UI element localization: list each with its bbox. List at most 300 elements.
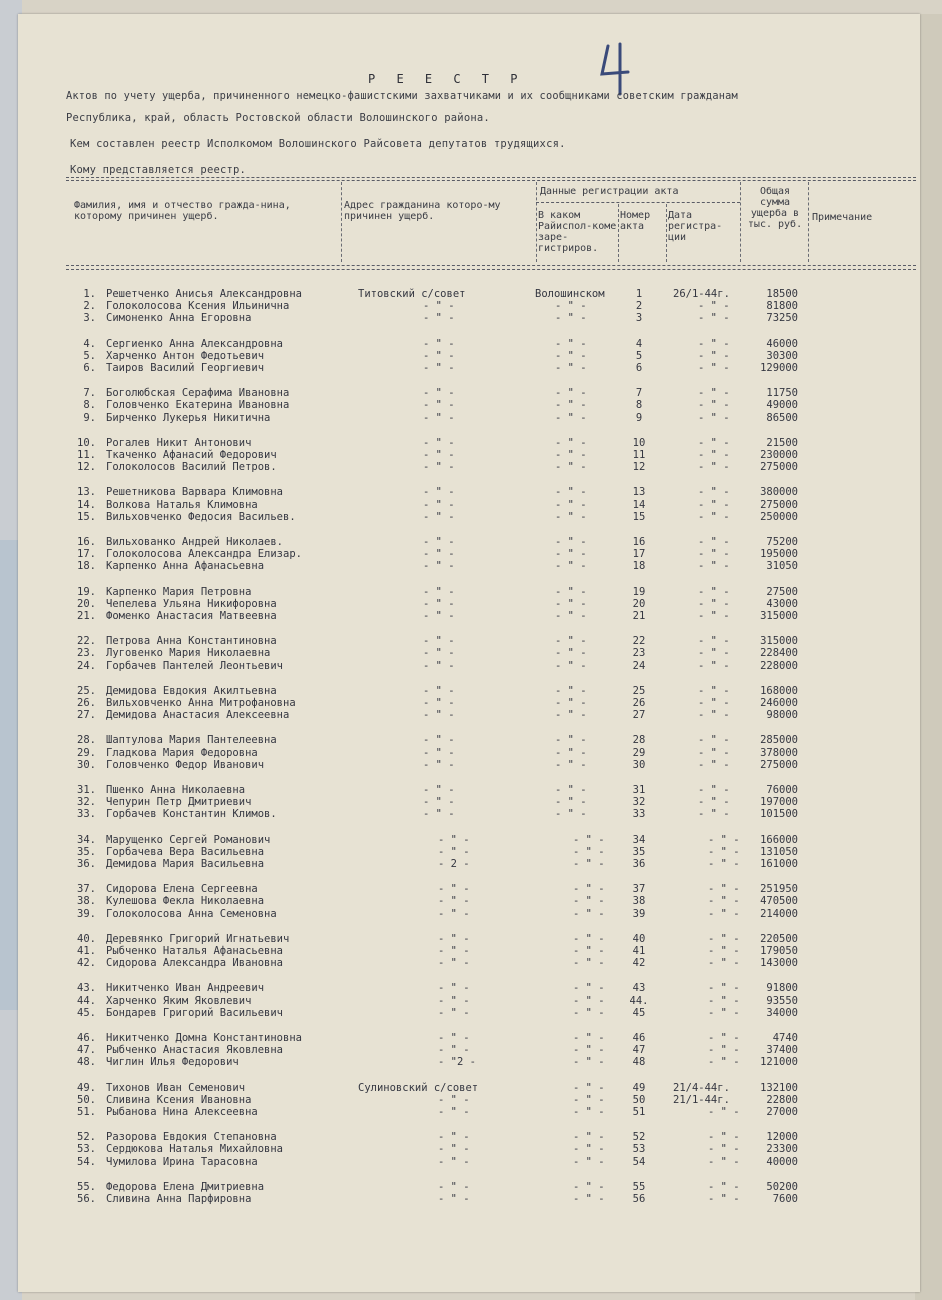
table-row bbox=[18, 846, 920, 858]
registered-where: - " - bbox=[555, 610, 587, 622]
citizen-name: Волкова Наталья Климовна bbox=[106, 498, 258, 511]
act-number: 8 bbox=[635, 399, 643, 412]
table-row bbox=[18, 685, 920, 697]
row-number: 12. bbox=[77, 461, 96, 474]
citizen-address: - " - bbox=[423, 697, 455, 709]
citizen-name: Боголюбская Серафима Ивановна bbox=[106, 387, 290, 400]
citizen-name: Сергиенко Анна Александровна bbox=[106, 337, 284, 350]
damage-sum: 131050 bbox=[760, 845, 798, 858]
citizen-name: Головченко Федор Иванович bbox=[106, 758, 265, 771]
act-number: 49 bbox=[632, 1081, 646, 1094]
citizen-name: Демидова Евдокия Акилтьевна bbox=[106, 684, 277, 697]
citizen-address: - " - bbox=[438, 957, 470, 970]
row-number: 24. bbox=[77, 659, 96, 672]
table-row bbox=[18, 1193, 920, 1205]
act-number: 20 bbox=[632, 597, 646, 610]
citizen-address: - " - bbox=[423, 709, 455, 722]
citizen-name: Демидова Мария Васильевна bbox=[106, 858, 265, 870]
header-rule-bottom2 bbox=[66, 269, 916, 270]
citizen-name: Карпенко Мария Петровна bbox=[106, 585, 252, 598]
citizen-address: - " - bbox=[423, 734, 455, 747]
damage-sum: 91800 bbox=[766, 982, 798, 995]
act-number: 43 bbox=[632, 982, 646, 995]
damage-sum: 40000 bbox=[766, 1155, 798, 1168]
damage-sum: 228000 bbox=[760, 659, 798, 672]
citizen-name: Голоколосов Василий Петров. bbox=[106, 461, 277, 474]
citizen-name: Симоненко Анна Егоровна bbox=[106, 312, 252, 325]
citizen-name: Бондарев Григорий Васильевич bbox=[106, 1006, 284, 1019]
damage-sum: 7600 bbox=[772, 1193, 798, 1205]
header-reg-where: В каком Райиспол-коме заре-гистриров. bbox=[538, 210, 617, 254]
registered-where: - " - bbox=[573, 982, 605, 995]
registered-where: Волошинском bbox=[535, 288, 605, 300]
registered-where: - " - bbox=[573, 895, 605, 908]
act-number: 12 bbox=[632, 461, 646, 474]
registered-where: - " - bbox=[555, 387, 587, 400]
header-rule-bottom bbox=[66, 265, 916, 266]
registration-date: - " - bbox=[698, 734, 730, 747]
act-number: 56 bbox=[632, 1193, 646, 1205]
registered-where: - " - bbox=[555, 585, 587, 598]
table-row bbox=[18, 1007, 920, 1019]
registered-where: - " - bbox=[573, 957, 605, 970]
header-act-number: Номер акта bbox=[620, 210, 651, 232]
damage-sum: 378000 bbox=[760, 746, 798, 759]
citizen-name: Вильховченко Федосия Васильев. bbox=[106, 510, 296, 523]
act-number: 5 bbox=[635, 349, 643, 362]
registered-where: - " - bbox=[555, 399, 587, 412]
citizen-address: - "2 - bbox=[438, 1056, 476, 1069]
registered-where: - " - bbox=[573, 1193, 605, 1205]
registration-date: - " - bbox=[708, 1180, 740, 1193]
table-row bbox=[18, 709, 920, 721]
citizen-address: - " - bbox=[438, 982, 470, 995]
citizen-address: - " - bbox=[438, 1180, 470, 1193]
registered-where: - " - bbox=[573, 1006, 605, 1019]
registered-where: - " - bbox=[555, 349, 587, 362]
row-number: 28. bbox=[77, 734, 96, 747]
row-number: 11. bbox=[77, 449, 96, 461]
row-number: 13. bbox=[77, 486, 96, 499]
citizen-address: - " - bbox=[423, 337, 455, 350]
header-rule-top2 bbox=[66, 180, 916, 181]
table-row bbox=[18, 660, 920, 672]
citizen-address: - " - bbox=[438, 1006, 470, 1019]
damage-sum: 12000 bbox=[766, 1131, 798, 1144]
citizen-name: Деревянко Григорий Игнатьевич bbox=[106, 932, 290, 945]
citizen-address: - " - bbox=[438, 1044, 470, 1057]
table-row bbox=[18, 883, 920, 895]
registration-date: 21/1-44г. bbox=[673, 1093, 730, 1106]
act-number: 54 bbox=[632, 1155, 646, 1168]
table-row bbox=[18, 486, 920, 498]
citizen-name: Решетченко Анисья Александровна bbox=[106, 288, 302, 300]
damage-sum: 275000 bbox=[760, 461, 798, 474]
act-number: 28 bbox=[632, 734, 646, 747]
registered-where: - " - bbox=[573, 1081, 605, 1094]
citizen-address: - " - bbox=[438, 1093, 470, 1106]
citizen-name: Ткаченко Афанасий Федорович bbox=[106, 449, 277, 461]
registered-where: - " - bbox=[573, 1032, 605, 1044]
citizen-name: Таиров Василий Георгиевич bbox=[106, 362, 265, 374]
damage-sum: 22800 bbox=[766, 1093, 798, 1106]
citizen-address: - " - bbox=[438, 1131, 470, 1144]
citizen-name: Марущенко Сергей Романович bbox=[106, 833, 271, 846]
table-row bbox=[18, 834, 920, 846]
act-number: 35 bbox=[632, 845, 646, 858]
citizen-address: - " - bbox=[438, 1155, 470, 1168]
act-number: 48 bbox=[632, 1056, 646, 1069]
damage-sum: 76000 bbox=[766, 784, 798, 796]
registered-where: - " - bbox=[555, 597, 587, 610]
registered-where: - " - bbox=[555, 758, 587, 771]
act-number: 55 bbox=[632, 1180, 646, 1193]
table-row bbox=[18, 1094, 920, 1106]
registration-date: - " - bbox=[708, 1056, 740, 1069]
registration-date: - " - bbox=[708, 994, 740, 1007]
table-row bbox=[18, 586, 920, 598]
citizen-name: Шаптулова Мария Пантелеевна bbox=[106, 734, 277, 747]
act-number: 17 bbox=[632, 548, 646, 561]
citizen-address: - " - bbox=[423, 585, 455, 598]
act-number: 42 bbox=[632, 957, 646, 970]
act-number: 22 bbox=[632, 635, 646, 648]
table-row bbox=[18, 499, 920, 511]
registration-date: - " - bbox=[698, 510, 730, 523]
act-number: 15 bbox=[632, 510, 646, 523]
citizen-name: Чепурин Петр Дмитриевич bbox=[106, 796, 252, 809]
registration-date: - " - bbox=[698, 449, 730, 461]
row-number: 5. bbox=[83, 349, 96, 362]
header-reg-date: Дата регистра-ции bbox=[668, 210, 723, 243]
table-row bbox=[18, 511, 920, 523]
table-row bbox=[18, 1131, 920, 1143]
row-number: 40. bbox=[77, 932, 96, 945]
reg-group-rule bbox=[536, 202, 740, 203]
registration-date: - " - bbox=[698, 387, 730, 400]
table-row bbox=[18, 957, 920, 969]
registration-date: - " - bbox=[698, 362, 730, 374]
act-number: 38 bbox=[632, 895, 646, 908]
registration-date: - " - bbox=[698, 411, 730, 424]
row-number: 10. bbox=[77, 436, 96, 449]
citizen-address: - " - bbox=[423, 510, 455, 523]
citizen-address: - " - bbox=[423, 647, 455, 660]
registration-date: - " - bbox=[698, 560, 730, 573]
damage-sum: 49000 bbox=[766, 399, 798, 412]
damage-sum: 315000 bbox=[760, 610, 798, 622]
table-row bbox=[18, 288, 920, 300]
registration-date: - " - bbox=[708, 1143, 740, 1156]
registration-date: - " - bbox=[708, 945, 740, 957]
row-number: 56. bbox=[77, 1193, 96, 1205]
table-row bbox=[18, 1156, 920, 1168]
registered-where: - " - bbox=[555, 684, 587, 697]
col-divider-6 bbox=[808, 182, 809, 262]
table-row bbox=[18, 858, 920, 870]
row-number: 39. bbox=[77, 907, 96, 920]
handwritten-page-number bbox=[598, 40, 638, 96]
row-number: 21. bbox=[77, 610, 96, 622]
registration-date: 26/1-44г. bbox=[673, 288, 730, 300]
registered-where: - " - bbox=[555, 808, 587, 821]
registration-date: - " - bbox=[708, 1044, 740, 1057]
registered-where: - " - bbox=[555, 536, 587, 548]
table-row bbox=[18, 995, 920, 1007]
row-number: 29. bbox=[77, 746, 96, 759]
act-number: 3 bbox=[635, 312, 643, 325]
citizen-address: - " - bbox=[423, 362, 455, 374]
citizen-name: Вильховченко Анна Митрофановна bbox=[106, 697, 296, 709]
table-row bbox=[18, 461, 920, 473]
citizen-name: Горбачев Константин Климов. bbox=[106, 808, 277, 821]
citizen-name: Чепелева Ульяна Никифоровна bbox=[106, 597, 277, 610]
citizen-address: - " - bbox=[438, 895, 470, 908]
row-number: 32. bbox=[77, 796, 96, 809]
row-number: 4. bbox=[83, 337, 96, 350]
act-number: 9 bbox=[635, 411, 643, 424]
citizen-address: - " - bbox=[423, 300, 455, 313]
row-number: 47. bbox=[77, 1044, 96, 1057]
act-number: 25 bbox=[632, 684, 646, 697]
damage-sum: 230000 bbox=[760, 449, 798, 461]
citizen-name: Голоколосова Ксения Ильинична bbox=[106, 300, 290, 313]
citizen-name: Петрова Анна Константиновна bbox=[106, 635, 277, 648]
act-number: 50 bbox=[632, 1093, 646, 1106]
row-number: 33. bbox=[77, 808, 96, 821]
damage-sum: 315000 bbox=[760, 635, 798, 648]
registered-where: - " - bbox=[555, 449, 587, 461]
registration-date: - " - bbox=[708, 1131, 740, 1144]
row-number: 8. bbox=[83, 399, 96, 412]
row-number: 23. bbox=[77, 647, 96, 660]
col-divider-2 bbox=[536, 182, 537, 262]
table-row bbox=[18, 647, 920, 659]
registered-where: - " - bbox=[555, 411, 587, 424]
table-row bbox=[18, 1106, 920, 1118]
row-number: 51. bbox=[77, 1106, 96, 1118]
act-number: 7 bbox=[635, 387, 643, 400]
act-number: 34 bbox=[632, 833, 646, 846]
citizen-address: - " - bbox=[438, 845, 470, 858]
row-number: 9. bbox=[83, 411, 96, 424]
act-number: 45 bbox=[632, 1006, 646, 1019]
registration-date: - " - bbox=[708, 895, 740, 908]
registered-where: - " - bbox=[555, 461, 587, 474]
registration-date: - " - bbox=[698, 486, 730, 499]
citizen-address: - " - bbox=[438, 1193, 470, 1205]
citizen-address: Титовский с/совет bbox=[358, 288, 466, 300]
damage-sum: 98000 bbox=[766, 709, 798, 722]
table-row bbox=[18, 560, 920, 572]
table-row bbox=[18, 1143, 920, 1155]
damage-sum: 179050 bbox=[760, 945, 798, 957]
registered-where: - " - bbox=[555, 647, 587, 660]
act-number: 37 bbox=[632, 883, 646, 896]
table-row bbox=[18, 437, 920, 449]
table-row bbox=[18, 1044, 920, 1056]
registration-date: - " - bbox=[698, 796, 730, 809]
citizen-address: - " - bbox=[423, 312, 455, 325]
row-number: 31. bbox=[77, 784, 96, 796]
registration-date: - " - bbox=[698, 746, 730, 759]
document-page bbox=[18, 14, 920, 1292]
citizen-name: Фоменко Анастасия Матвеевна bbox=[106, 610, 277, 622]
col-divider-4 bbox=[666, 204, 667, 262]
act-number: 6 bbox=[635, 362, 643, 374]
row-number: 18. bbox=[77, 560, 96, 573]
row-number: 22. bbox=[77, 635, 96, 648]
citizen-address: - " - bbox=[423, 536, 455, 548]
registration-date: - " - bbox=[698, 808, 730, 821]
table-row bbox=[18, 300, 920, 312]
damage-sum: 21500 bbox=[766, 436, 798, 449]
registered-where: - " - bbox=[555, 784, 587, 796]
table-row bbox=[18, 338, 920, 350]
act-number: 47 bbox=[632, 1044, 646, 1057]
registered-where: - " - bbox=[555, 796, 587, 809]
registration-date: - " - bbox=[698, 498, 730, 511]
damage-sum: 86500 bbox=[766, 411, 798, 424]
row-number: 49. bbox=[77, 1081, 96, 1094]
citizen-name: Разорова Евдокия Степановна bbox=[106, 1131, 277, 1144]
table-row bbox=[18, 548, 920, 560]
registration-date: - " - bbox=[698, 585, 730, 598]
citizen-name: Сердюкова Наталья Михайловна bbox=[106, 1143, 284, 1156]
registration-date: - " - bbox=[698, 697, 730, 709]
act-number: 33 bbox=[632, 808, 646, 821]
citizen-name: Харченко Антон Федотьевич bbox=[106, 349, 265, 362]
registered-where: - " - bbox=[555, 560, 587, 573]
damage-sum: 197000 bbox=[760, 796, 798, 809]
citizen-address: - " - bbox=[438, 1143, 470, 1156]
registered-where: - " - bbox=[555, 312, 587, 325]
damage-sum: 470500 bbox=[760, 895, 798, 908]
registration-date: - " - bbox=[698, 300, 730, 313]
registration-date: - " - bbox=[708, 1006, 740, 1019]
registration-date: - " - bbox=[708, 1032, 740, 1044]
citizen-address: - " - bbox=[423, 548, 455, 561]
damage-sum: 11750 bbox=[766, 387, 798, 400]
registration-date: - " - bbox=[708, 883, 740, 896]
registration-date: - " - bbox=[708, 1155, 740, 1168]
registered-where: - " - bbox=[555, 337, 587, 350]
registered-where: - " - bbox=[573, 858, 605, 870]
damage-sum: 246000 bbox=[760, 697, 798, 709]
damage-sum: 27000 bbox=[766, 1106, 798, 1118]
table-row bbox=[18, 945, 920, 957]
citizen-address: - " - bbox=[423, 449, 455, 461]
registered-where: - " - bbox=[555, 548, 587, 561]
citizen-address: - " - bbox=[438, 833, 470, 846]
damage-sum: 121000 bbox=[760, 1056, 798, 1069]
registered-where: - " - bbox=[573, 994, 605, 1007]
registration-date: - " - bbox=[698, 635, 730, 648]
act-number: 52 bbox=[632, 1131, 646, 1144]
row-number: 37. bbox=[77, 883, 96, 896]
row-number: 52. bbox=[77, 1131, 96, 1144]
registration-date: - " - bbox=[698, 436, 730, 449]
act-number: 40 bbox=[632, 932, 646, 945]
registered-where: - " - bbox=[573, 1056, 605, 1069]
damage-sum: 251950 bbox=[760, 883, 798, 896]
citizen-name: Бирченко Лукерья Никитична bbox=[106, 411, 271, 424]
act-number: 44. bbox=[629, 994, 649, 1007]
citizen-address: - " - bbox=[423, 635, 455, 648]
row-number: 30. bbox=[77, 758, 96, 771]
row-number: 41. bbox=[77, 945, 96, 957]
citizen-name: Сидорова Елена Сергеевна bbox=[106, 883, 258, 896]
citizen-address: - " - bbox=[423, 784, 455, 796]
row-number: 34. bbox=[77, 833, 96, 846]
header-name: Фамилия, имя и отчество гражда-нина, которому причинен ущерб. bbox=[74, 200, 291, 222]
registered-where: - " - bbox=[573, 1106, 605, 1118]
citizen-address: - " - bbox=[423, 560, 455, 573]
registration-date: - " - bbox=[698, 684, 730, 697]
act-number: 11 bbox=[632, 449, 646, 461]
citizen-name: Никитченко Домна Константиновна bbox=[106, 1032, 302, 1044]
registration-date: - " - bbox=[698, 536, 730, 548]
act-number: 39 bbox=[632, 907, 646, 920]
registered-where: - " - bbox=[573, 932, 605, 945]
damage-sum: 380000 bbox=[760, 486, 798, 499]
citizen-address: - " - bbox=[423, 796, 455, 809]
damage-sum: 143000 bbox=[760, 957, 798, 970]
registration-date: - " - bbox=[698, 597, 730, 610]
registered-where: - " - bbox=[573, 1143, 605, 1156]
citizen-name: Рыбченко Наталья Афанасьевна bbox=[106, 945, 284, 957]
act-number: 19 bbox=[632, 585, 646, 598]
citizen-name: Сливина Ксения Ивановна bbox=[106, 1093, 252, 1106]
table-row bbox=[18, 536, 920, 548]
row-number: 35. bbox=[77, 845, 96, 858]
row-number: 44. bbox=[77, 994, 96, 1007]
damage-sum: 30300 bbox=[766, 349, 798, 362]
damage-sum: 75200 bbox=[766, 536, 798, 548]
registered-where: - " - bbox=[555, 486, 587, 499]
citizen-address: - 2 - bbox=[438, 858, 470, 870]
citizen-address: - " - bbox=[423, 597, 455, 610]
table-row bbox=[18, 808, 920, 820]
act-number: 4 bbox=[635, 337, 643, 350]
damage-sum: 50200 bbox=[766, 1180, 798, 1193]
act-number: 10 bbox=[632, 436, 646, 449]
citizen-address: - " - bbox=[438, 1032, 470, 1044]
citizen-address: - " - bbox=[423, 610, 455, 622]
act-number: 24 bbox=[632, 659, 646, 672]
intro-line-1: Актов по учету ущерба, причиненного немецко-фашистскими захватчиками и их сообщниками советским гражданам bbox=[66, 90, 738, 102]
citizen-address: - " - bbox=[438, 907, 470, 920]
registered-where: - " - bbox=[573, 907, 605, 920]
registered-where: - " - bbox=[555, 362, 587, 374]
registered-where: - " - bbox=[573, 1155, 605, 1168]
act-number: 23 bbox=[632, 647, 646, 660]
header-registration: Данные регистрации акта bbox=[540, 186, 679, 197]
table-row bbox=[18, 610, 920, 622]
registered-where: - " - bbox=[573, 1093, 605, 1106]
act-number: 2 bbox=[635, 300, 643, 313]
header-total: Общая сумма ущерба в тыс. руб. bbox=[747, 186, 803, 230]
citizen-name: Чиглин Илья Федорович bbox=[106, 1056, 239, 1069]
table-row bbox=[18, 412, 920, 424]
registration-date: - " - bbox=[698, 784, 730, 796]
registered-where: - " - bbox=[573, 883, 605, 896]
act-number: 46 bbox=[632, 1032, 646, 1044]
citizen-address: - " - bbox=[423, 349, 455, 362]
registered-where: - " - bbox=[555, 659, 587, 672]
citizen-name: Карпенко Анна Афанасьевна bbox=[106, 560, 265, 573]
row-number: 1. bbox=[83, 288, 96, 300]
